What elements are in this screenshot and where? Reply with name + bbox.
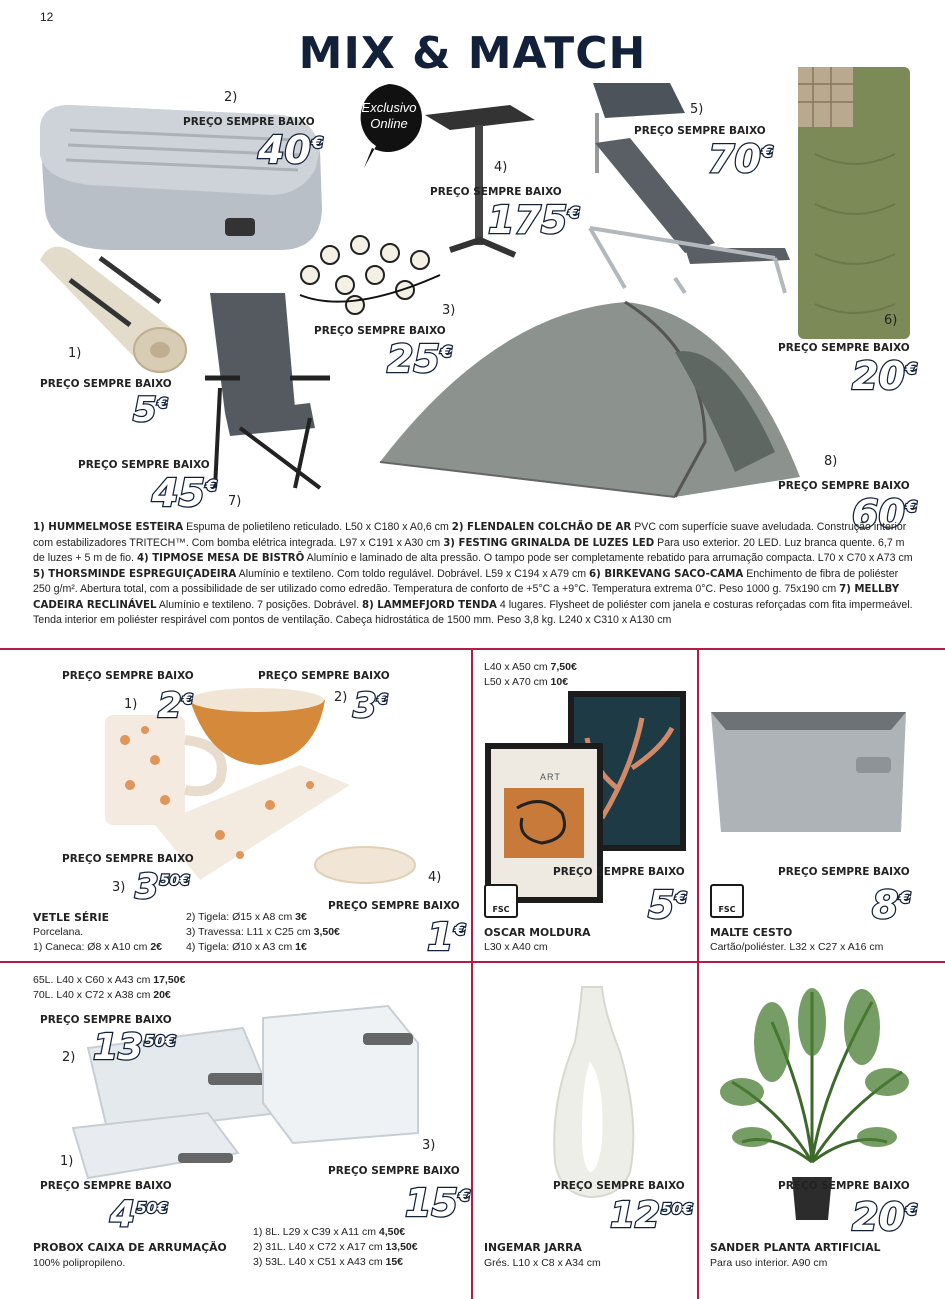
product-number: 5): [690, 102, 704, 117]
product-name: 2) FLENDALEN COLCHÃO DE AR: [451, 522, 632, 533]
product-spec: Para uso interior. A90 cm: [710, 1257, 828, 1269]
product-spec: 1) 8L. L29 x C39 x A11 cm 4,50€: [253, 1226, 406, 1238]
price-label: PREÇO SEMPRE BAIXO: [62, 853, 194, 865]
price-tag: $3^{50€}$: [135, 867, 190, 907]
price-tag: 2€: [158, 686, 193, 726]
price-tag: 5€: [133, 390, 168, 430]
product-title: OSCAR MOLDURA: [484, 926, 591, 939]
divider: [471, 648, 473, 1299]
product-size: 70L. L40 x C72 x A38 cm 20€: [33, 989, 171, 1001]
product-name: 3) FESTING GRINALDA DE LUZES LED: [443, 537, 655, 549]
price-tag: 5€: [648, 883, 687, 927]
foam-mat-image: [30, 240, 195, 375]
product-name: 5) THORSMINDE ESPREGUIÇADEIRA: [33, 568, 237, 580]
price-label: PREÇO SEMPRE BAIXO: [328, 900, 460, 912]
product-name: 4) TIPMOSE MESA DE BISTRÔ: [136, 553, 305, 564]
product-material: 100% polipropileno.: [33, 1257, 126, 1269]
art-print-label: ART: [540, 772, 561, 782]
page-title: MIX & MATCH: [298, 28, 647, 79]
product-spec: Para uso exterior. 20 LED. Luz branca quente. 6,7 m de luzes + 5 m de fio.: [33, 536, 905, 564]
price-tag: $13^{50€}$: [93, 1027, 176, 1068]
price-label: PREÇO SEMPRE BAIXO: [553, 1180, 685, 1192]
price-tag: 45€: [152, 471, 217, 515]
product-title: MALTE CESTO: [710, 926, 793, 939]
exclusive-online-badge: [352, 82, 426, 177]
product-spec: 3) 53L. L40 x C51 x A43 cm 15€: [253, 1256, 404, 1268]
product-name: 1) HUMMELMOSE ESTEIRA: [33, 522, 184, 533]
price-label: PREÇO SEMPRE BAIXO: [40, 1180, 172, 1192]
product-number: 6): [884, 313, 898, 328]
product-spec: PVC com superfície suave aveludada. Construção interior com estabilizadores TRITECH™. Com bomba elétrica integrada. L97 x C191 x A30 cm: [33, 521, 907, 549]
product-spec: 3) Travessa: L11 x C25 cm 3,50€: [186, 926, 340, 938]
price-label: PREÇO SEMPRE BAIXO: [314, 325, 446, 337]
product-number: 3): [442, 303, 456, 318]
price-tag: 20€: [852, 354, 917, 398]
product-spec: 4) Tigela: Ø10 x A3 cm 1€: [186, 941, 307, 953]
price-label: PREÇO SEMPRE BAIXO: [183, 116, 315, 128]
product-spec: Grés. L10 x C8 x A34 cm: [484, 1257, 601, 1269]
price-label: PREÇO SEMPRE BAIXO: [778, 866, 910, 878]
vase-image: [540, 982, 650, 1202]
product-number: 2): [62, 1050, 76, 1065]
product-spec: Alumínio e textileno. Com toldo regulável. Dobrável. L59 x C194 x A79 cm: [236, 567, 590, 580]
product-title: VETLE SÉRIE: [33, 911, 109, 924]
product-number: 1): [60, 1154, 74, 1169]
product-number: 1): [68, 346, 82, 361]
product-material: Porcelana.: [33, 926, 84, 938]
price-tag: 175€: [488, 198, 580, 242]
price-tag: 70€: [708, 137, 773, 181]
price-label: PREÇO SEMPRE BAIXO: [40, 1014, 172, 1026]
product-number: 7): [228, 494, 242, 509]
product-spec: 4 lugares. Flysheet de poliéster com janela e costuras reforçadas com fita impermeável. Tenda interior em poliéster respirável com pontos de ventilação. Cabeça hidrostática de 1500 mm. Peso 3,8 kg. L240 x C310 x A130 cm: [33, 598, 913, 626]
product-spec: Alumínio e laminado de alta pressão. O tampo pode ser completamente rebatido para arrumação compacta. L70 x C70 x A73 cm: [304, 552, 913, 564]
storage-basket-image: [706, 702, 914, 842]
price-label: PREÇO SEMPRE BAIXO: [430, 186, 562, 198]
price-tag: 60€: [852, 492, 917, 536]
product-number: 8): [824, 454, 838, 469]
price-label: PREÇO SEMPRE BAIXO: [553, 866, 685, 878]
product-spec: Alumínio e textileno. 7 posições. Dobrável.: [156, 598, 362, 611]
price-tag: 15€: [405, 1181, 470, 1225]
product-number: 3): [422, 1138, 436, 1153]
product-title: PROBOX CAIXA DE ARRUMAÇÃO: [33, 1241, 227, 1254]
product-number: 4): [428, 870, 442, 885]
sleeping-bag-image: [795, 64, 915, 344]
price-label: PREÇO SEMPRE BAIXO: [778, 342, 910, 354]
badge-line2: Online: [370, 116, 408, 131]
product-size: L50 x A70 cm 10€: [484, 676, 569, 688]
product-spec: Cartão/poliéster. L32 x C27 x A16 cm: [710, 941, 884, 953]
product-title: SANDER PLANTA ARTIFICIAL: [710, 1241, 881, 1254]
divider: [697, 648, 699, 1299]
fsc-logo-icon: FSC: [710, 884, 744, 918]
product-size: 65L. L40 x C60 x A43 cm 17,50€: [33, 974, 186, 986]
product-number: 2): [224, 90, 238, 105]
product-name: 7) MELLBY CADEIRA RECLINÁVEL: [33, 584, 900, 611]
product-spec: Espuma de polietileno reticulado. L50 x C180 x A0,6 cm: [183, 521, 452, 533]
product-number: 4): [494, 160, 508, 175]
product-size: L40 x A50 cm 7,50€: [484, 661, 577, 673]
price-label: PREÇO SEMPRE BAIXO: [328, 1165, 460, 1177]
product-number: 2): [334, 690, 348, 705]
product-name: 8) LAMMEFJORD TENDA: [361, 599, 497, 611]
product-spec: L30 x A40 cm: [484, 941, 548, 953]
product-name: 6) BIRKEVANG SACO-CAMA: [589, 568, 744, 580]
price-label: PREÇO SEMPRE BAIXO: [634, 125, 766, 137]
reclining-chair-image: [200, 288, 340, 498]
badge-line1: Exclusivo: [361, 100, 417, 115]
price-label: PREÇO SEMPRE BAIXO: [40, 378, 172, 390]
product-number: 1): [124, 697, 138, 712]
price-label: PREÇO SEMPRE BAIXO: [778, 480, 910, 492]
price-tag: $4^{50€}$: [110, 1194, 168, 1235]
product-spec: Enchimento de fibra de poliéster 250 g/m². Abertura total, com a possibilidade de ser utilizado como edredão. Temperatura de conforto de +5°C a +9°C. Temperatura extrema 0°C. Peso 1000 g. 75x190 cm: [33, 567, 899, 595]
page-number: 12: [40, 10, 54, 24]
product-number: 3): [112, 880, 126, 895]
product-spec: 2) 31L. L40 x C72 x A17 cm 13,50€: [253, 1241, 418, 1253]
price-tag: 20€: [852, 1195, 917, 1239]
price-tag: 40€: [258, 128, 323, 172]
price-label: PREÇO SEMPRE BAIXO: [778, 1180, 910, 1192]
product-title: INGEMAR JARRA: [484, 1241, 582, 1254]
price-tag: 3€: [353, 686, 388, 726]
price-label: PREÇO SEMPRE BAIXO: [258, 670, 390, 682]
price-tag: $12^{50€}$: [610, 1195, 693, 1236]
product-descriptions: [33, 520, 913, 629]
price-label: PREÇO SEMPRE BAIXO: [78, 459, 210, 471]
product-spec: 2) Tigela: Ø15 x A8 cm 3€: [186, 911, 307, 923]
price-tag: 8€: [872, 883, 911, 927]
product-spec: 1) Caneca: Ø8 x A10 cm 2€: [33, 941, 162, 953]
fsc-logo-icon: FSC: [484, 884, 518, 918]
price-tag: 1€: [427, 915, 466, 959]
price-label: PREÇO SEMPRE BAIXO: [62, 670, 194, 682]
price-tag: 25€: [387, 337, 452, 381]
